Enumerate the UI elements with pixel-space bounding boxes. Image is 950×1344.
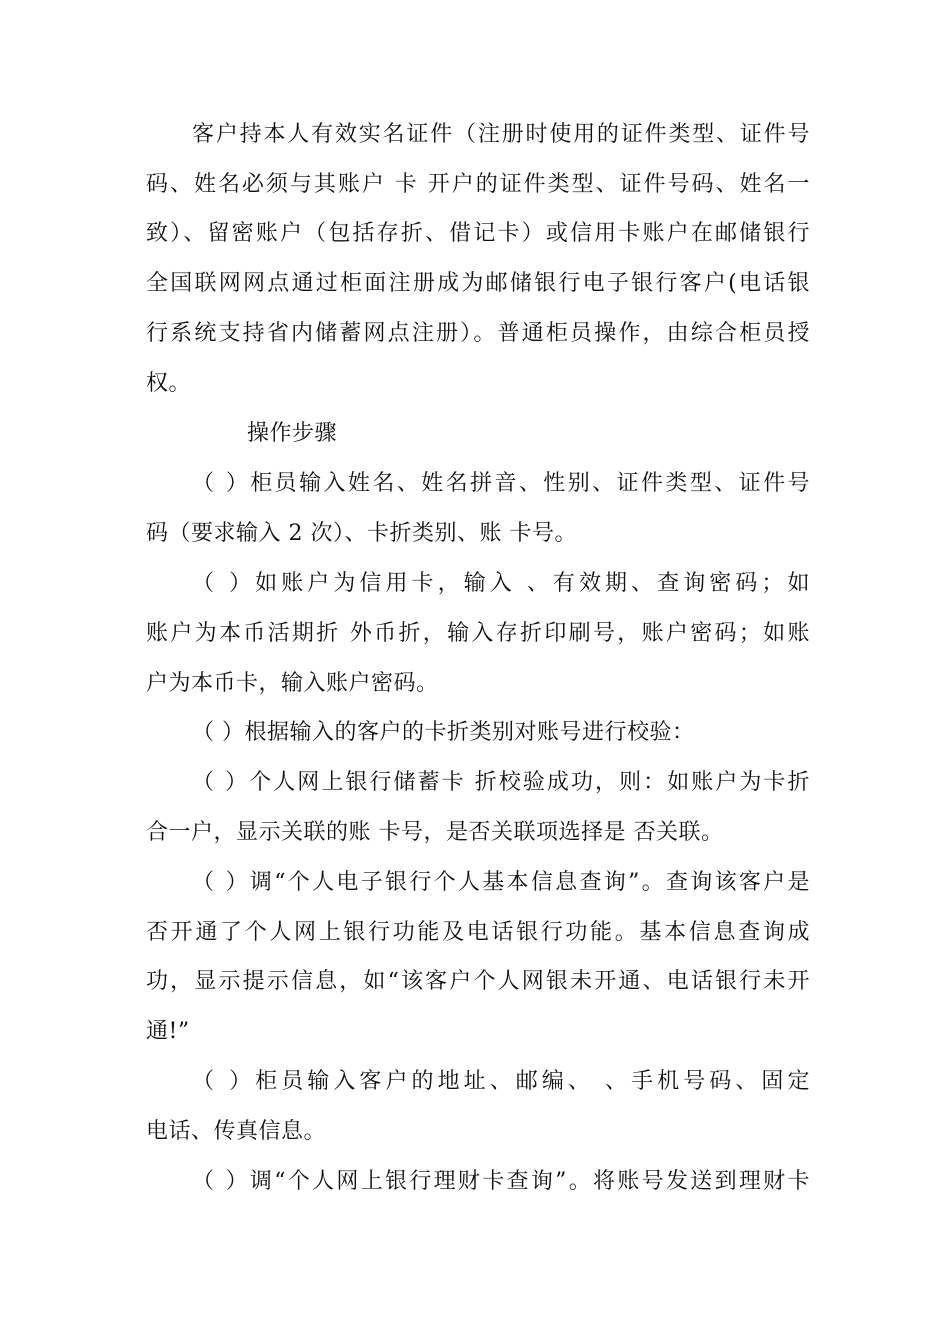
step-2-line-3: 户为本币卡，输入账户密码。 (146, 671, 439, 696)
step-4-line-2: 合一户，显示关联的账 卡号，是否关联项选择是 否关联。 (146, 820, 724, 845)
step-7-line-1: （ ）调“个人网上银行理财卡查询”。将账号发送到理财卡 (192, 1169, 810, 1194)
step-5-line-2: 否开通了个人网上银行功能及电话银行功能。基本信息查询成 (146, 920, 810, 945)
intro-line-2: 码、姓名必须与其账户 卡 开户的证件类型、证件号码、姓名一 (146, 172, 810, 197)
step-4-line-1: （ ）个人网上银行储蓄卡 折校验成功，则：如账户为卡折 (192, 770, 810, 795)
step-6-line-1: （ ）柜员输入客户的地址、邮编、 、手机号码、固定 (192, 1069, 810, 1094)
step-2-line-1: （ ）如账户为信用卡，输入 、有效期、查询密码；如 (192, 571, 810, 596)
intro-line-5: 行系统支持省内储蓄网点注册）。普通柜员操作，由综合柜员授 (146, 321, 810, 346)
step-5-line-4: 通!” (146, 1019, 190, 1044)
intro-line-3: 致）、留密账户（包括存折、借记卡）或信用卡账户在邮储银行 (146, 221, 810, 246)
step-1-line-2: 码（要求输入 2 次）、卡折类别、账 卡号。 (146, 521, 577, 546)
step-2-line-2: 账户为本币活期折 外币折，输入存折印刷号，账户密码；如账 (146, 621, 810, 646)
intro-line-1: 客户持本人有效实名证件（注册时使用的证件类型、证件号 (192, 122, 810, 147)
step-5-line-1: （ ）调“个人电子银行个人基本信息查询”。查询该客户是 (192, 870, 810, 895)
section-heading: 操作步骤 (247, 421, 338, 446)
step-3-line-1: （ ）根据输入的客户的卡折类别对账号进行校验： (192, 720, 695, 745)
intro-line-4: 全国联网网点通过柜面注册成为邮储银行电子银行客户(电话银 (146, 271, 810, 296)
intro-line-6: 权。 (146, 371, 192, 396)
step-1-line-1: （ ）柜员输入姓名、姓名拼音、性别、证件类型、证件号 (192, 471, 810, 496)
step-6-line-2: 电话、传真信息。 (146, 1119, 327, 1144)
step-5-line-3: 功，显示提示信息，如“该客户个人网银未开通、电话银行未开 (146, 969, 810, 994)
